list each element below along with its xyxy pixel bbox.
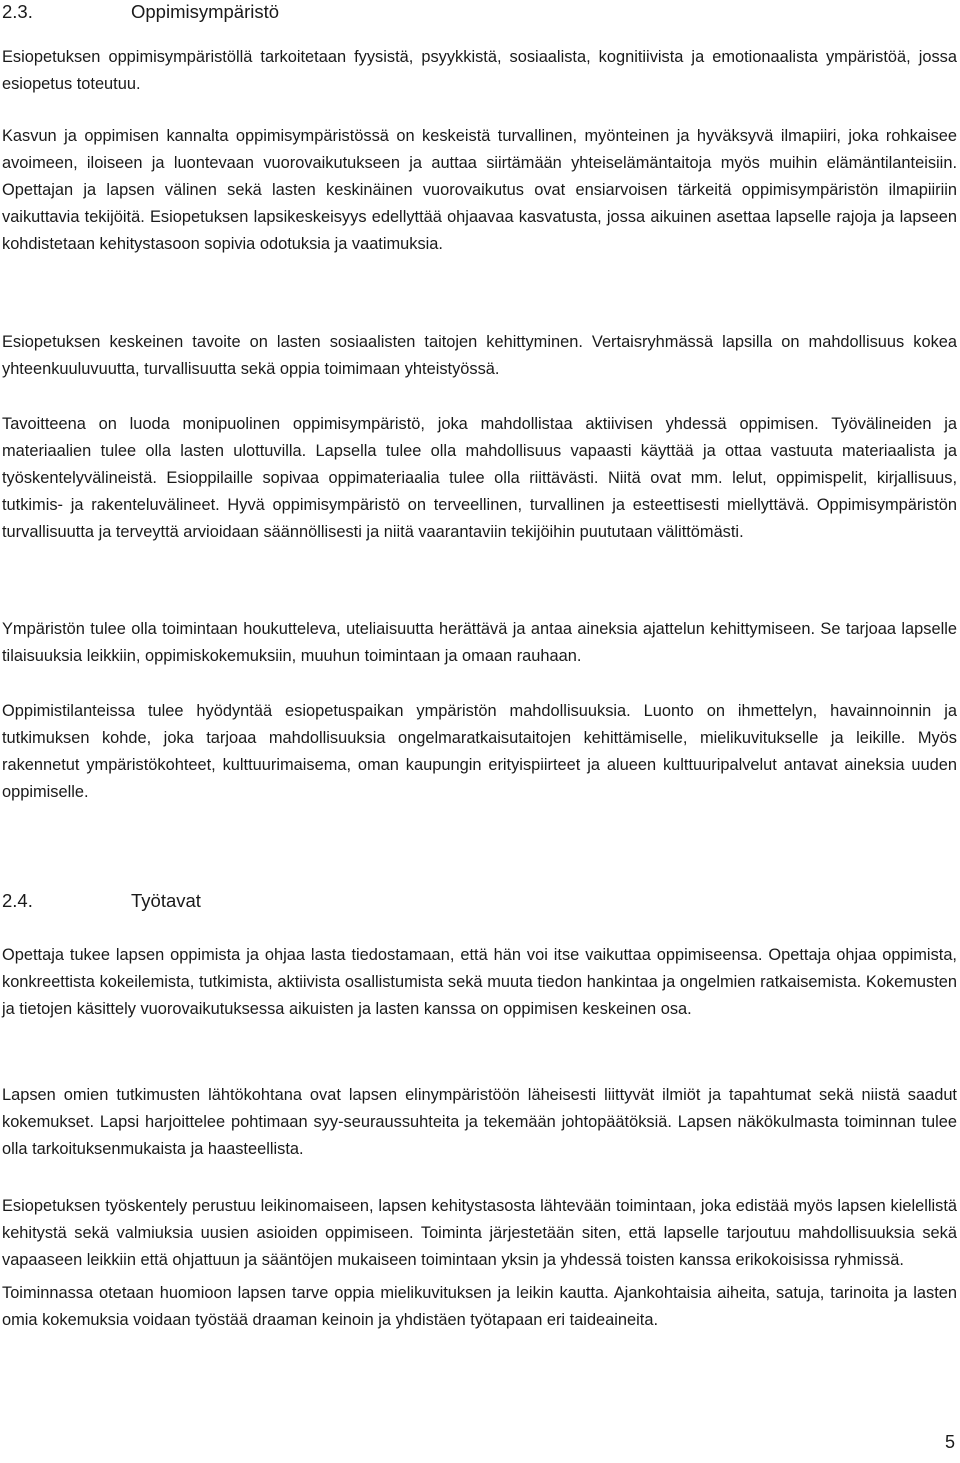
- paragraph: Kasvun ja oppimisen kannalta oppimisympäristössä on keskeistä turvallinen, myönteinen ja hyväksyvä ilmapiiri, joka rohkaisee avoimeen, iloiseen ja luontevaan vuorovaikutukseen ja auttaa siirtämään yhteiselämäntaitoja myös muihin elämäntilanteisiin. Opettajan ja lapsen välinen sekä lasten keskinäinen vuorovaikutus ovat ensiarvoisen tärkeitä oppimisympäristön ilmapiiriin vaikuttavia tekijöitä. Esiopetuksen lapsikeskeisyys edellyttää ohjaavaa kasvatusta, jossa aikuinen asettaa lapselle rajoja ja lapseen kohdistetaan kehitystasoon sopivia odotuksia ja vaatimuksia.: [2, 127, 957, 253]
- paragraph: Esiopetuksen oppimisympäristöllä tarkoitetaan fyysistä, psyykkistä, sosiaalista, kognitiivista ja emotionaalista ympäristöä, jossa esiopetus toteutuu.: [2, 48, 957, 93]
- section-number: 2.4.: [2, 890, 33, 911]
- section-title: Työtavat: [131, 890, 201, 911]
- section-heading-2-4: [2, 889, 201, 913]
- paragraph: Esiopetuksen työskentely perustuu leikinomaiseen, lapsen kehitystasosta lähtevään toimintaan, joka edistää myös lapsen kielellistä kehitystä sekä valmiuksia uusien asioiden oppimiseen. Toiminta järjestetään siten, että lapselle tarjoutuu mahdollisuuksia sekä vapaaseen leikkiin että ohjattuun ja sääntöjen mukaiseen toimintaan yksin ja yhdessä toisten kanssa erikokoisissa ryhmissä.: [2, 1197, 957, 1269]
- section-title: Oppimisympäristö: [131, 1, 280, 22]
- paragraph: Oppimistilanteissa tulee hyödyntää esiopetuspaikan ympäristön mahdollisuuksia. Luonto on ihmettelyn, havainnoinnin ja tutkimuksen kohde, joka tarjoaa mahdollisuuksia ongelmaratkaisutaitojen kehittämiselle, mielikuvitukselle ja leikille. Myös rakennetut ympäristökohteet, kulttuurimaisema, oman kaupungin erityispiirteet ja alueen kulttuuripalvelut antavat aineksia uuden oppimiselle.: [2, 702, 957, 801]
- paragraph: Tavoitteena on luoda monipuolinen oppimisympäristö, joka mahdollistaa aktiivisen yhdessä oppimisen. Työvälineiden ja materiaalien tulee olla lasten ulottuvilla. Lapsella tulee olla mahdollisuus vapaasti käyttää ja ottaa vastuuta materiaalista ja työskentelyvälineistä. Esioppilaille sopivaa oppimateriaalia tulee olla riittävästi. Niitä ovat mm. lelut, oppimispelit, kirjallisuus, tutkimis- ja rakenteluvälineet. Hyvä oppimisympäristö on terveellinen, turvallinen ja esteettisesti miellyttävä. Oppimisympäristön turvallisuutta ja terveyttä arvioidaan säännöllisesti ja niitä vaarantaviin tekijöihin puututaan välittömästi.: [2, 415, 957, 541]
- paragraph: Opettaja tukee lapsen oppimista ja ohjaa lasta tiedostamaan, että hän voi itse vaikuttaa oppimiseensa. Opettaja ohjaa oppimista, konkreettista kokeilemista, tutkimista, aktiivista osallistumista sekä muuta tiedon hankintaa ja ongelmien ratkaisemista. Kokemusten ja tietojen käsittely vuorovaikutuksessa aikuisten ja lasten kanssa on oppimisen keskeinen osa.: [2, 946, 957, 1018]
- paragraph: Ympäristön tulee olla toimintaan houkutteleva, uteliaisuutta herättävä ja antaa aineksia ajattelun kehittymiseen. Se tarjoaa lapselle tilaisuuksia leikkiin, oppimiskokemuksiin, muuhun toimintaan ja omaan rauhaan.: [2, 620, 957, 665]
- section-heading-2-3: [2, 0, 279, 24]
- paragraph: Lapsen omien tutkimusten lähtökohtana ovat lapsen elinympäristöön läheisesti liittyvät ilmiöt ja tapahtumat sekä niistä saadut kokemukset. Lapsi harjoittelee pohtimaan syy-seuraussuhteita ja tekemään johtopäätöksiä. Lapsen näkökulmasta toiminnan tulee olla tarkoituksenmukaista ja haasteellista.: [2, 1086, 957, 1158]
- page-number: 5: [944, 1432, 955, 1452]
- paragraph: Esiopetuksen keskeinen tavoite on lasten sosiaalisten taitojen kehittyminen. Vertaisryhmässä lapsilla on mahdollisuus kokea yhteenkuuluvuutta, turvallisuutta sekä oppia toimimaan yhteistyössä.: [2, 333, 957, 378]
- section-number: 2.3.: [2, 1, 33, 22]
- paragraph: Toiminnassa otetaan huomioon lapsen tarve oppia mielikuvituksen ja leikin kautta. Ajankohtaisia aiheita, satuja, tarinoita ja lasten omia kokemuksia voidaan työstää draaman keinoin ja yhdistäen työtapaan eri taideaineita.: [2, 1284, 957, 1329]
